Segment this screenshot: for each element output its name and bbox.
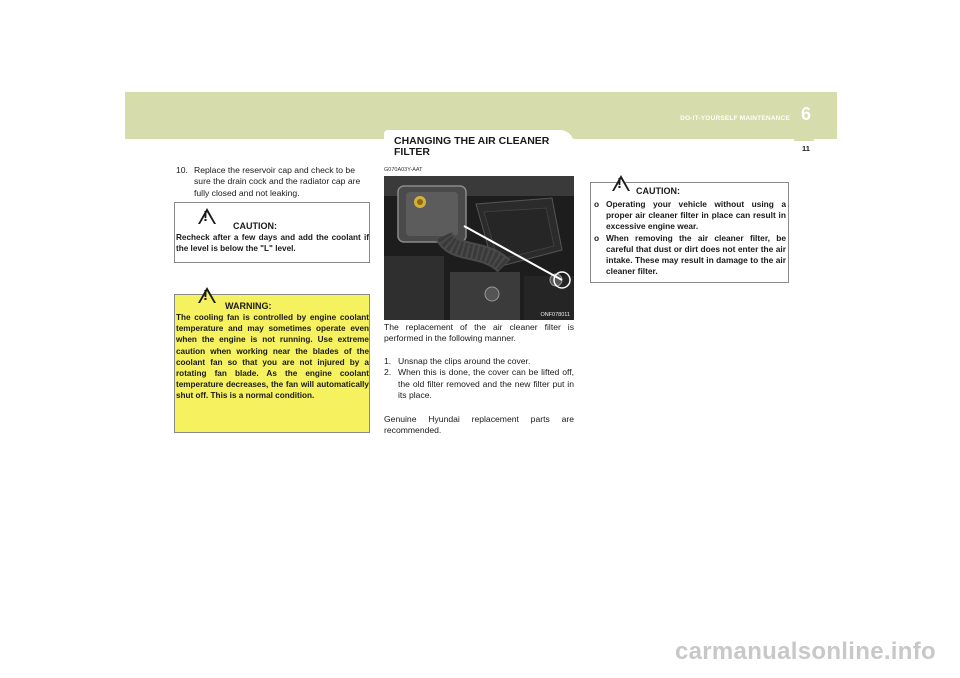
bullet-text: Operating your vehicle without using a proper air cleaner filter in place can result in excessive engine wear.	[606, 199, 786, 232]
photo-code: ONF078011	[540, 312, 570, 318]
step-number: 2.	[384, 367, 392, 378]
warning-body: The cooling fan is controlled by engine coolant temperature and may sometimes operate even when the engine is not running. Use extreme caution when working near the blades of the coolant fan so that you are not injured by a rotating fan blade. As the engine coolant temperature decreases, the fan will automatically shut off. This is a normal condition.	[176, 313, 369, 401]
watermark: carmanualsonline.info	[674, 638, 936, 665]
caution-box-air-filter: ! CAUTION:	[590, 182, 789, 283]
bullet-text: When removing the air cleaner filter, be careful that dust or dirt does not enter the air intake. These may result in damage to the air cleaner filter.	[606, 232, 786, 277]
engine-bay-illustration	[384, 176, 574, 320]
caution-body: Recheck after a few days and add the coolant if the level is below the "L" level.	[176, 233, 369, 254]
warning-box-cooling-fan: ! WARNING: The cooling fan is controlled by engine coolant temperature and may sometimes operate even when the engine is not running. Use extreme caution when working near the blades of the coolant fan so that you are not injured by a rotating fan blade. As the engine coolant temperature decreases, the fan will automatically shut off. This is a normal condition.	[174, 294, 370, 433]
step-number: 10.	[176, 165, 188, 175]
step-list-left	[176, 165, 370, 199]
step-number: 1.	[384, 356, 392, 366]
caution-bullets	[594, 199, 786, 277]
chapter-number: 6	[800, 104, 811, 124]
list-item	[594, 199, 786, 233]
list-item	[384, 367, 574, 401]
list-item	[594, 233, 786, 278]
step-text: Unsnap the clips around the cover.	[398, 356, 531, 366]
step-text: Replace the reservoir cap and check to be sure the drain cock and the radiator cap are fully closed and not leaking.	[194, 165, 361, 198]
step-text: When this is done, the cover can be lifted off, the old filter removed and the new filter put in its place.	[398, 367, 574, 401]
footer-paragraph: Genuine Hyundai replacement parts are recommended.	[384, 414, 574, 436]
chapter-title: DO-IT-YOURSELF MAINTENANCE	[680, 115, 790, 122]
list-item	[384, 356, 574, 367]
section-code: G070A03Y-AAT	[384, 167, 423, 173]
section-title: CHANGING THE AIR CLEANER FILTER	[394, 135, 550, 158]
caution-heading: CAUTION:	[636, 186, 680, 196]
numbered-steps	[384, 356, 574, 402]
warning-heading: WARNING:	[225, 301, 272, 311]
list-item	[176, 165, 370, 199]
caution-heading: CAUTION:	[233, 221, 277, 231]
bullet: o	[594, 232, 600, 243]
engine-bay-photo	[384, 176, 574, 320]
caution-box-coolant: ! CAUTION: Recheck after a few days and add the coolant if the level is below the "L" level.	[174, 202, 370, 263]
intro-paragraph: The replacement of the air cleaner filter is performed in the following manner.	[384, 322, 574, 344]
page-number: 11	[802, 144, 810, 153]
bullet: o	[594, 199, 600, 209]
